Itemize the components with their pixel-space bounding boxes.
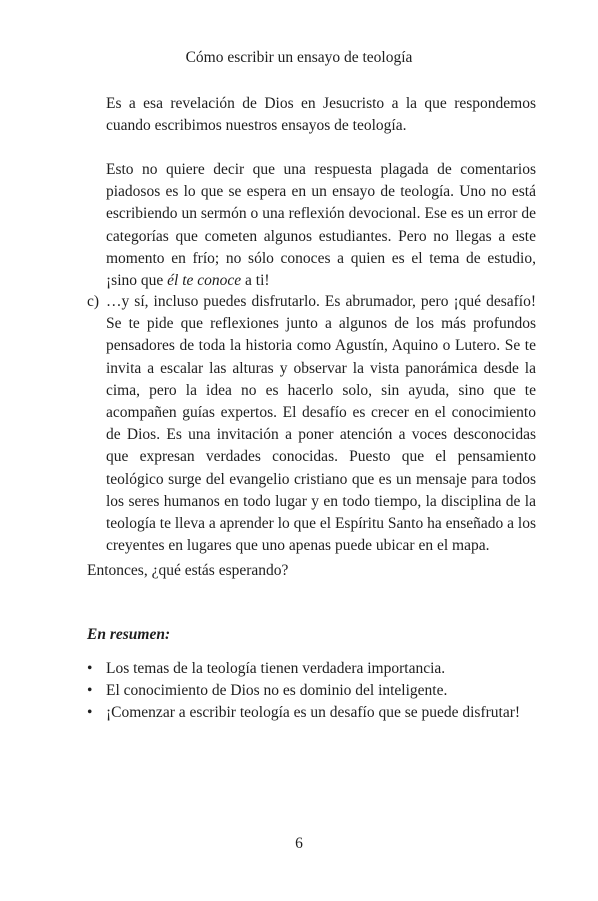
emphasis-text: él te conoce <box>167 272 242 290</box>
page-number: 6 <box>295 835 303 852</box>
summary-item <box>87 702 547 724</box>
bullet-icon: • <box>87 682 93 699</box>
running-header: Cómo escribir un ensayo de teología <box>185 49 413 66</box>
summary-list <box>87 658 547 724</box>
closing-question <box>87 560 536 582</box>
paragraph-text: Es a esa revelación de Dios en Jesucristo a la que respondemos cuando escribimos nuestros ensayos de teología. <box>106 95 536 135</box>
summary-heading: En resumen: <box>87 626 171 643</box>
summary-item <box>87 658 547 680</box>
body-paragraph-1 <box>106 93 536 137</box>
bullet-icon: • <box>87 704 93 721</box>
body-paragraph-2 <box>106 159 536 292</box>
summary-item-text: Los temas de la teología tienen verdadera importancia. <box>106 660 446 677</box>
closing-question-text: Entonces, ¿qué estás esperando? <box>87 562 289 579</box>
bullet-icon: • <box>87 660 93 677</box>
paragraph-text-start: Esto no quiere decir que una respuesta plagada de comentarios piadosos es lo que se espera en un ensayo de teología. Uno no está escribiendo un sermón o una reflexión devocional. Ese es un error de categorías que cometen algunos estudiantes. Pero no llegas a este momento en frío; no sólo conoces a quien es el tema de estudio, ¡sino que <box>106 161 536 290</box>
paragraph-text-end: a ti! <box>241 272 270 290</box>
summary-item-text: El conocimiento de Dios no es dominio del inteligente. <box>106 682 448 699</box>
list-item-text: …y sí, incluso puedes disfrutarlo. Es abrumador, pero ¡qué desafío! Se te pide que reflexiones junto a algunos de los más profundos pensadores de toda la historia como Agustín, Aquino o Lutero. Se te invita a escalar las alturas y observar la vista panorámica desde la cima, pero la idea no es hacerlo solo, sin ayuda, sino que te acompañen guías expertos. El desafío es crecer en el conocimiento de Dios. Es una invitación a poner atención a voces desconocidas que expresan verdades conocidas. Puesto que el pensamiento teológico surge del evangelio cristiano que es un mensaje para todos los seres humanos en todo lugar y en todo tiempo, la disciplina de la teología te lleva a aprender lo que el Espíritu Santo ha enseñado a los creyentes en lugares que uno apenas puede ubicar en el mapa. <box>106 293 536 555</box>
paragraph-text <box>106 159 536 292</box>
summary-item <box>87 680 547 702</box>
list-marker: c) <box>87 293 100 310</box>
summary-item-text: ¡Comenzar a escribir teología es un desafío que se puede disfrutar! <box>106 704 521 721</box>
list-item-c <box>87 291 536 557</box>
